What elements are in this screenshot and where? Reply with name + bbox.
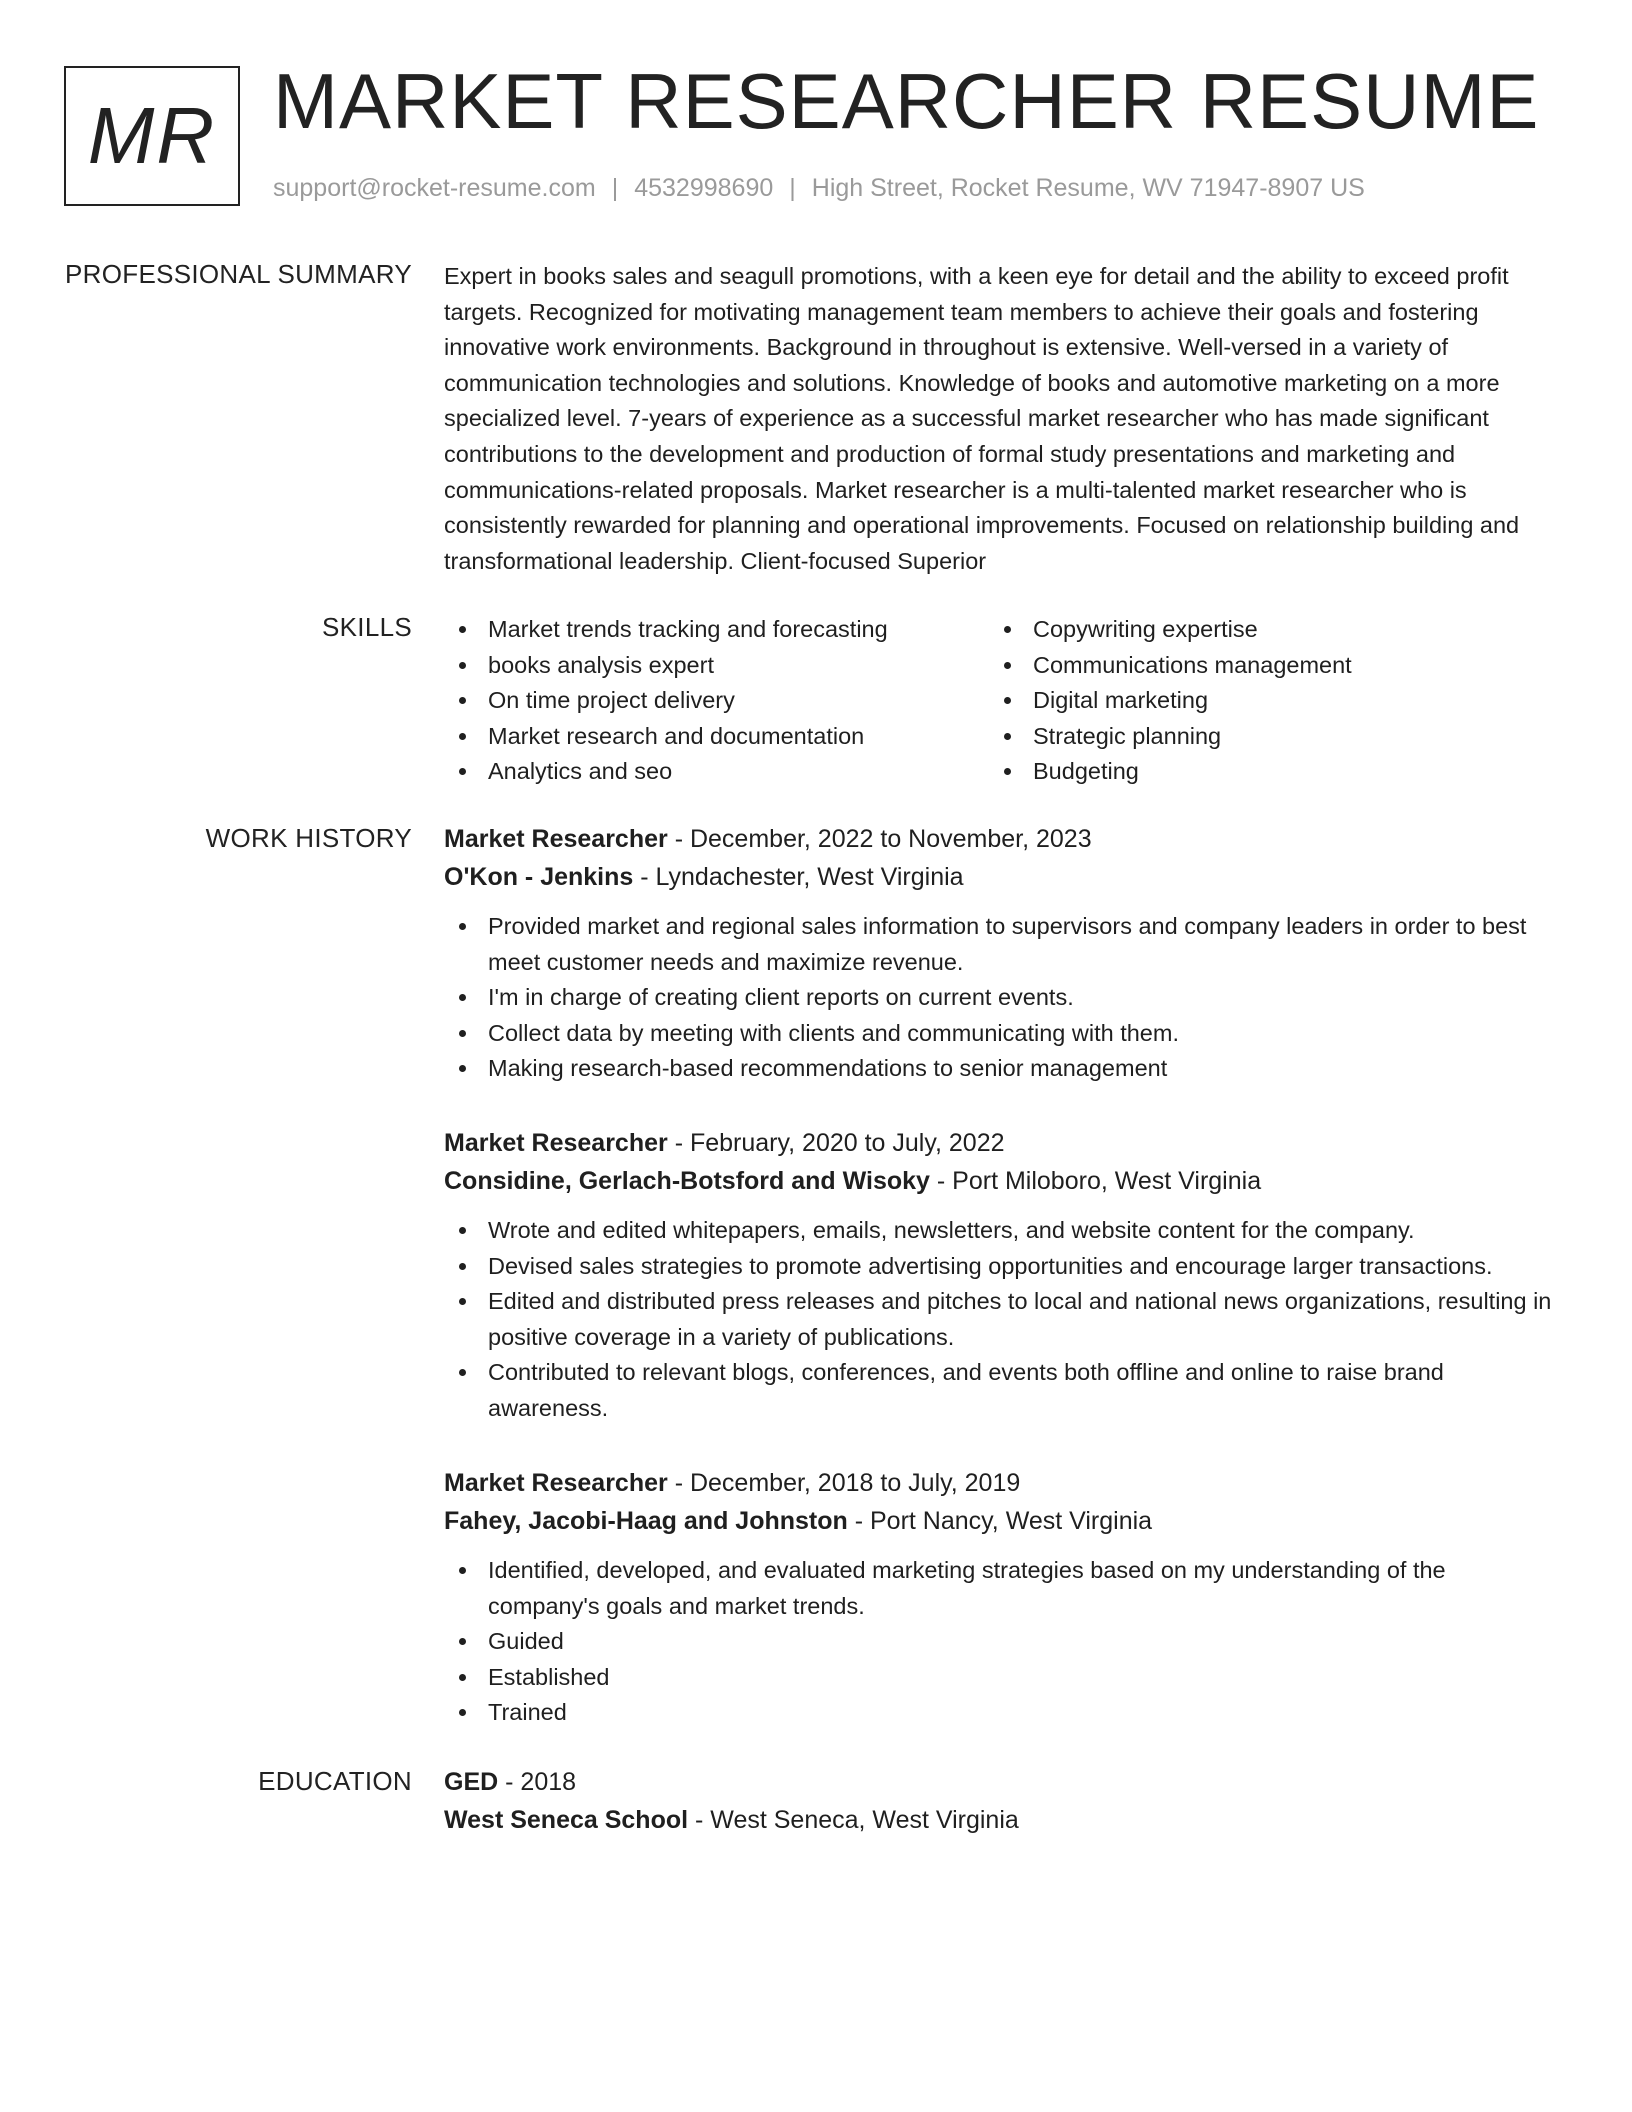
skill-item [444,683,989,719]
job-location: - Port Miloboro, West Virginia [936,1167,1262,1195]
job-bullet-text: Edited and distributed press releases and pitches to local and national news organizations, resulting in positive coverage in a variety of publications. [488,1288,1552,1350]
section-label-education: EDUCATION [258,1766,412,1796]
job-bullets [444,1553,1554,1731]
skill-label: Communications management [1033,651,1352,678]
job-location: - Lyndachester, West Virginia [640,863,964,891]
skill-item [444,719,989,755]
bullet-dot [459,1030,466,1037]
summary-body [444,259,1554,579]
job-entry [444,820,1554,1087]
job-title: Market Researcher [444,1469,668,1497]
skill-item [989,683,1534,719]
job-company-line [444,1502,1554,1540]
job-bullet-text: I'm in charge of creating client reports on current events. [488,984,1074,1011]
skill-label: Market trends tracking and forecasting [488,616,888,642]
contact-email[interactable]: support@rocket-resume.com [273,174,596,202]
bullet-dot [459,1638,466,1645]
bullet-dot [459,994,466,1001]
bullet-dot [1004,733,1011,740]
section-label-summary: PROFESSIONAL SUMMARY [65,259,412,289]
job-entry [444,1124,1554,1427]
monogram: MR [64,66,240,206]
job-entry [444,1464,1554,1731]
skill-item [989,719,1534,755]
bullet-dot [459,1298,466,1305]
contact-line [273,174,1365,203]
job-bullet-text: Provided market and regional sales information to supervisors and company leaders in order to best meet customer needs and maximize revenue. [488,913,1527,975]
job-bullet-text: Making research-based recommendations to senior management [488,1055,1168,1082]
bullet-dot [459,662,466,669]
bullet-dot [459,1709,466,1716]
bullet-dot [1004,626,1011,633]
job-bullet [444,1284,1554,1355]
skills-column-left [444,612,989,790]
skills-column-right [989,612,1534,790]
skill-item [989,648,1534,684]
resume-title: MARKET RESEARCHER RESUME [273,57,1540,145]
job-dates: - February, 2020 to July, 2022 [674,1129,1005,1157]
skill-item [444,612,989,648]
job-bullet [444,1249,1554,1285]
contact-separator: | [789,174,796,202]
bullet-dot [459,1227,466,1234]
contact-separator: | [611,174,619,202]
skill-item [444,754,989,790]
bullet-dot [459,1567,466,1574]
job-bullet [444,1051,1554,1087]
job-title-line [444,1124,1554,1162]
section-label-skills: SKILLS [322,612,412,642]
education-year: - 2018 [505,1768,577,1796]
skill-label: Market research and documentation [488,722,865,749]
skills-body [444,612,1554,790]
skill-label: Strategic planning [1033,722,1222,749]
job-bullet-text: Established [488,1663,610,1690]
skill-item [989,612,1534,648]
job-title: Market Researcher [444,1129,668,1157]
bullet-dot [1004,768,1011,775]
bullet-dot [459,1065,466,1072]
bullet-dot [1004,662,1011,669]
bullet-dot [459,768,466,775]
job-bullets [444,1213,1554,1427]
job-bullet-text: Trained [488,1699,567,1726]
job-bullet-text: Identified, developed, and evaluated marketing strategies based on my understanding of the company's goals and market trends. [488,1557,1446,1619]
job-company-line [444,1162,1554,1200]
skill-label: Analytics and seo [488,758,673,785]
job-bullet [444,980,1554,1016]
job-bullets [444,909,1554,1087]
job-bullet-text: Wrote and edited whitepapers, emails, newsletters, and website content for the company. [488,1217,1415,1243]
skill-item [444,648,989,684]
job-bullet [444,1213,1554,1249]
job-bullet-text: Guided [488,1628,564,1655]
job-bullet-text: Devised sales strategies to promote advertising opportunities and encourage larger transactions. [488,1252,1493,1279]
job-company-line [444,858,1554,896]
section-label-work-history: WORK HISTORY [205,823,412,853]
job-company: Considine, Gerlach-Botsford and Wisoky [444,1167,930,1195]
job-bullet [444,1695,1554,1731]
job-bullet [444,1355,1554,1426]
job-bullet-text: Collect data by meeting with clients and communicating with them. [488,1019,1179,1046]
job-bullet [444,1553,1554,1624]
skill-label: On time project delivery [488,687,735,714]
job-company: Fahey, Jacobi-Haag and Johnston [444,1507,848,1535]
bullet-dot [1004,697,1011,704]
job-bullet-text: Contributed to relevant blogs, conferences, and events both offline and online to raise brand awareness. [488,1359,1444,1421]
skill-item [989,754,1534,790]
job-dates: - December, 2018 to July, 2019 [674,1469,1021,1497]
summary-text: Expert in books sales and seagull promotions, with a keen eye for detail and the ability to exceed profit targets. Recognized for motivating management team members to achieve their goals and fostering innovative work environments. Background in throughout is extensive. Well-versed in a variety of communication technologies and solutions. Knowledge of books and automotive marketing on a more specialized level. 7-years of experience as a successful market researcher who has made significant contributions to the development and production of formal study presentations and marketing and communications-related proposals. Market researcher is a multi-talented market researcher who is consistently rewarded for planning and operational improvements. Focused on relationship building and transformational leadership. Client-focused Superior [444,263,1520,574]
job-bullet [444,1016,1554,1052]
skill-label: Copywriting expertise [1033,616,1258,642]
job-title-line [444,1464,1554,1502]
bullet-dot [459,697,466,704]
job-dates: - December, 2022 to November, 2023 [674,825,1092,853]
job-bullet [444,909,1554,980]
bullet-dot [459,626,466,633]
education-school-line [444,1801,1554,1839]
bullet-dot [459,923,466,930]
education-location: - West Seneca, West Virginia [695,1806,1019,1834]
education-body [444,1763,1554,1839]
job-bullet [444,1660,1554,1696]
skill-label: Digital marketing [1033,687,1209,714]
contact-address: High Street, Rocket Resume, WV 71947-8907 US [811,174,1365,202]
education-degree: GED [444,1768,499,1796]
skill-label: Budgeting [1033,758,1139,785]
education-school: West Seneca School [444,1806,689,1834]
job-location: - Port Nancy, West Virginia [854,1507,1153,1535]
education-degree-line [444,1763,1554,1801]
bullet-dot [459,1674,466,1681]
contact-phone[interactable]: 4532998690 [634,174,774,202]
job-company: O'Kon - Jenkins [444,863,634,891]
bullet-dot [459,1263,466,1270]
job-bullet [444,1624,1554,1660]
job-title: Market Researcher [444,825,668,853]
bullet-dot [459,733,466,740]
job-title-line [444,820,1554,858]
bullet-dot [459,1369,466,1376]
skill-label: books analysis expert [488,651,714,678]
